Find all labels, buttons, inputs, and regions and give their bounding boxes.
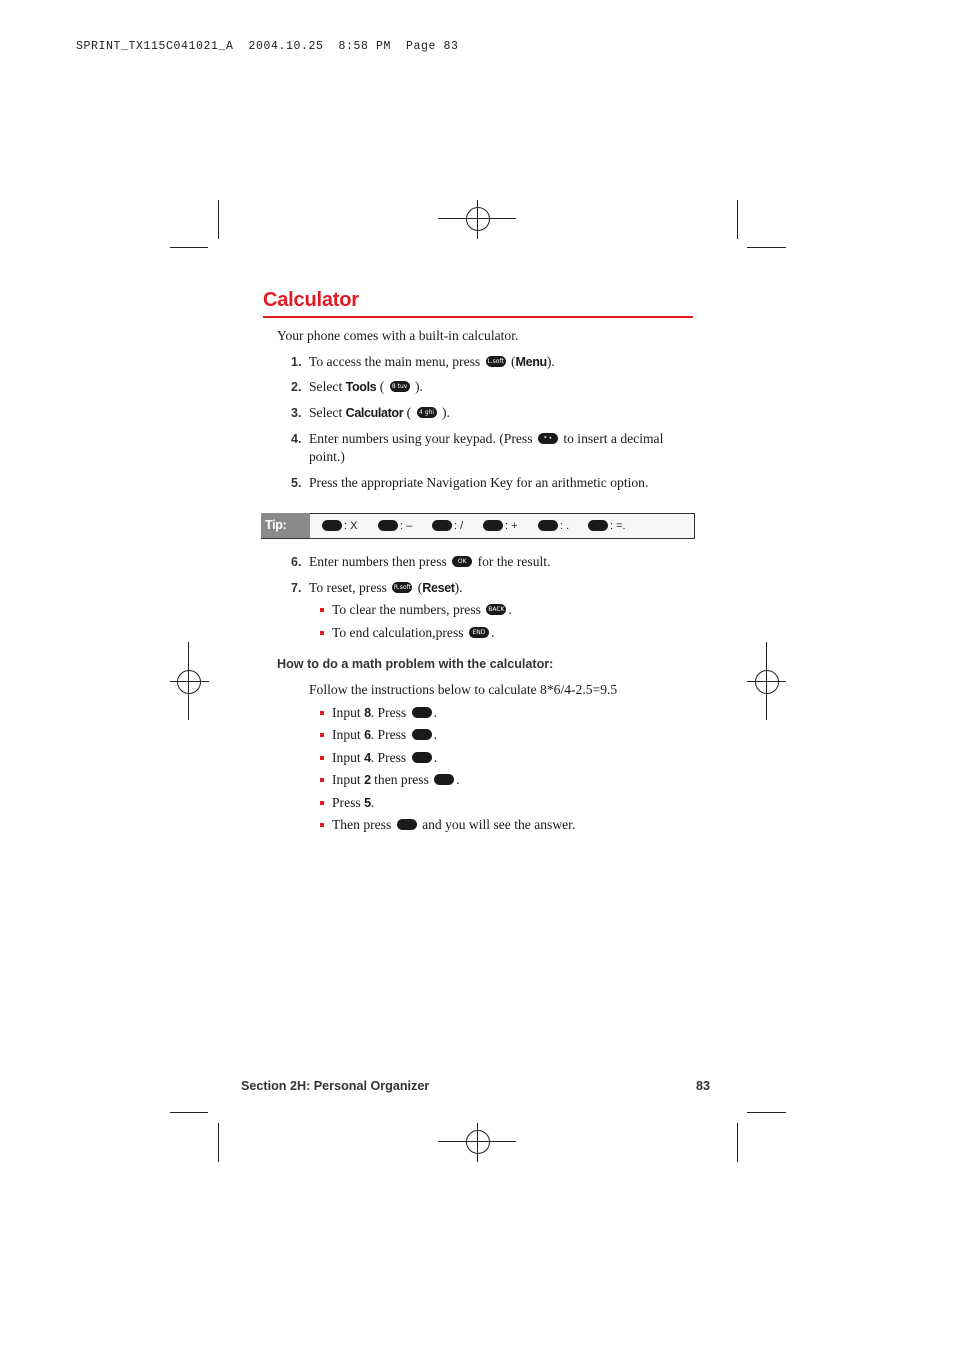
ok-key-icon <box>397 819 417 830</box>
title-rule <box>263 316 693 318</box>
tip-multiply: : X <box>320 518 357 534</box>
step-number: 4. <box>291 432 302 446</box>
right-softkey-icon: R.soft <box>393 584 411 592</box>
bullet-icon <box>320 711 324 715</box>
bullet-icon <box>320 778 324 782</box>
key-4-icon: 4 ghi <box>417 407 437 418</box>
step-number: 5. <box>291 476 302 490</box>
bullet-icon <box>320 823 324 827</box>
end-key-icon: END <box>469 627 489 638</box>
step-number: 7. <box>291 581 302 595</box>
tip-add: : + <box>481 518 518 534</box>
left-nav-key-icon <box>412 729 432 740</box>
bullet-icon <box>320 608 324 612</box>
instructions-text: Follow the instructions below to calculate 8*6/4-2.5=9.5 <box>309 682 618 697</box>
footer-section: Section 2H: Personal Organizer <box>241 1079 430 1093</box>
back-key-icon: BACK <box>488 606 505 614</box>
left-softkey-icon: L.soft <box>487 358 504 366</box>
ok-key-icon <box>588 520 608 531</box>
star-key-icon <box>434 774 454 785</box>
bullet-icon <box>320 631 324 635</box>
page-number: 83 <box>696 1079 711 1093</box>
intro-text: Your phone comes with a built-in calculator. <box>277 328 519 343</box>
left-nav-key-icon <box>432 520 452 531</box>
step-number: 1. <box>291 355 302 369</box>
step-number: 6. <box>291 555 302 569</box>
section-subhead: How to do a math problem with the calculator: <box>277 657 554 671</box>
right-nav-key-icon <box>483 520 503 531</box>
step-number: 2. <box>291 380 302 394</box>
page-title: Calculator <box>263 289 359 311</box>
step-number: 3. <box>291 406 302 420</box>
tip-subtract: : – <box>376 518 412 534</box>
star-key-icon: * • <box>538 433 558 444</box>
down-nav-key-icon <box>412 752 432 763</box>
bullet-icon <box>320 733 324 737</box>
star-key-icon <box>538 520 558 531</box>
bullet-icon <box>320 756 324 760</box>
bullet-icon <box>320 801 324 805</box>
tip-equals: : =. <box>586 518 626 534</box>
up-nav-key-icon <box>412 707 432 718</box>
up-nav-key-icon <box>322 520 342 531</box>
down-nav-key-icon <box>378 520 398 531</box>
tip-divide: : / <box>430 518 463 534</box>
ok-key-icon: OK <box>452 556 472 567</box>
tip-label: Tip: <box>261 513 310 538</box>
key-8-icon: 8 tuv <box>390 381 410 392</box>
tip-decimal: : . <box>536 518 569 534</box>
print-slug: SPRINT_TX115C041021_A 2004.10.25 8:58 PM Page 83 <box>76 40 459 53</box>
